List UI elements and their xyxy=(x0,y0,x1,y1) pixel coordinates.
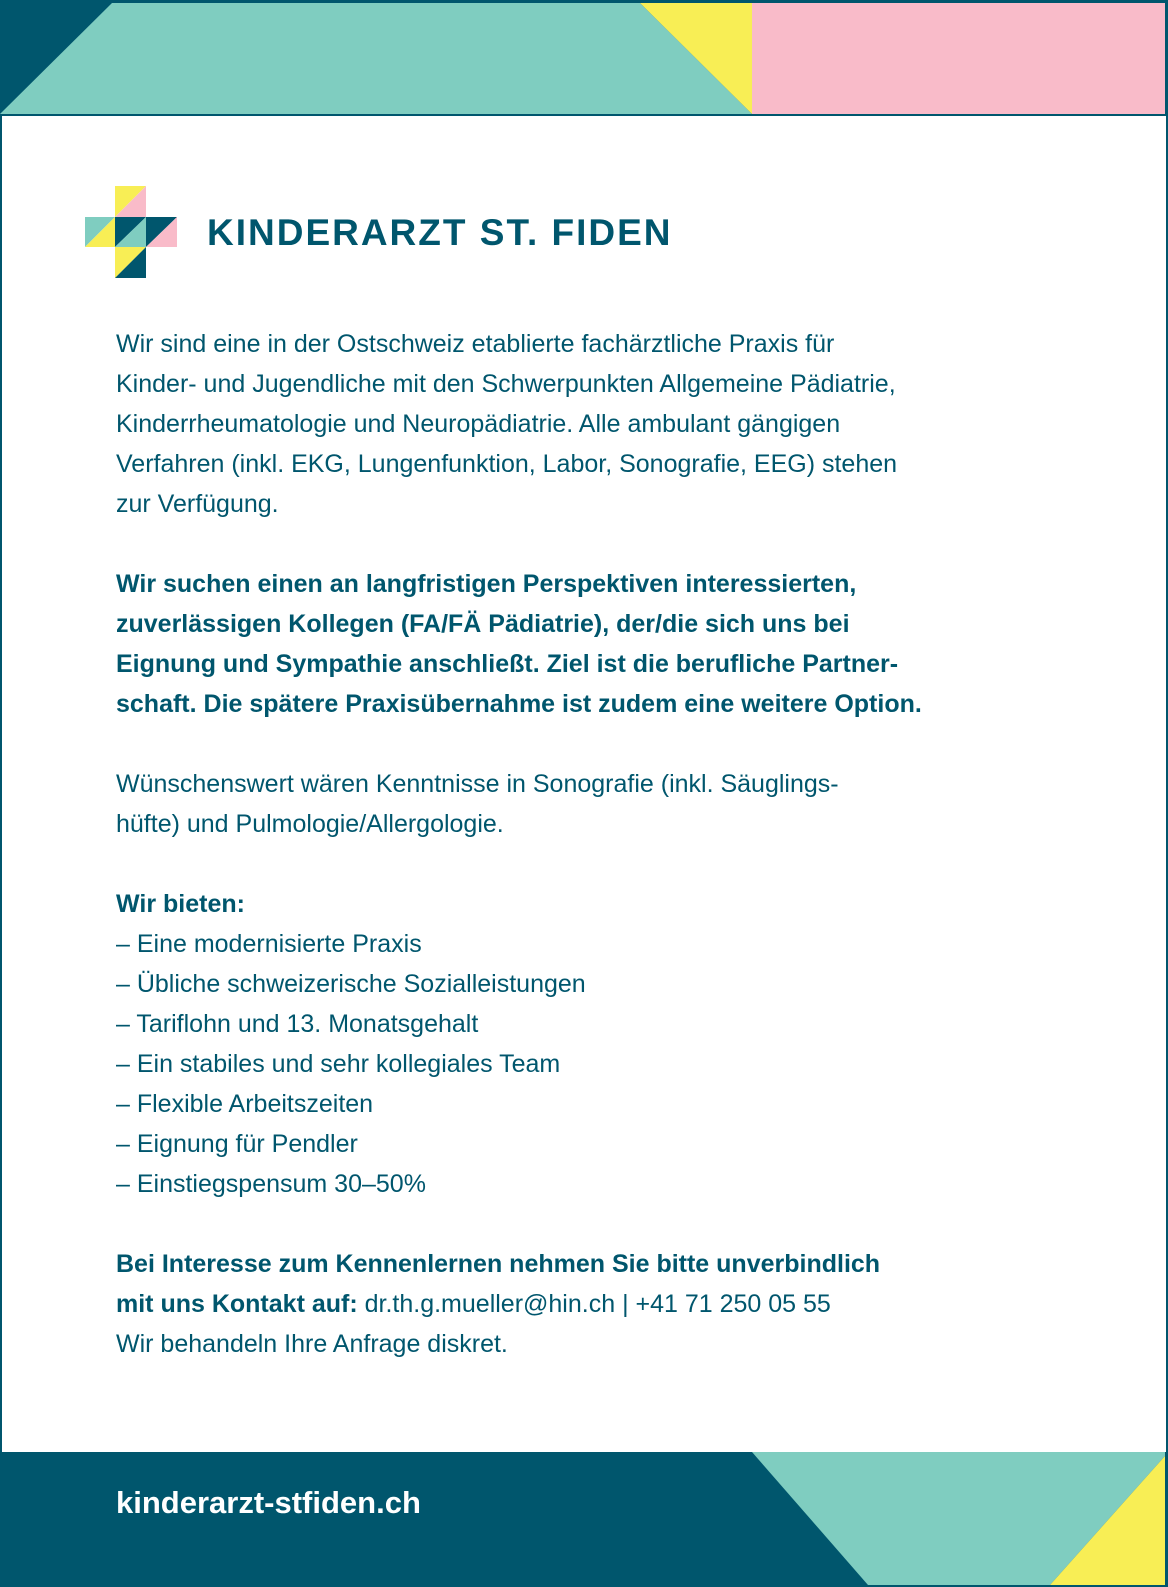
top-banner xyxy=(0,0,1168,116)
website-link[interactable]: kinderarzt-stfiden.ch xyxy=(116,1485,421,1520)
text-line: Eignung und Sympathie anschließt. Ziel ist die berufliche Partner- xyxy=(116,650,899,678)
discretion-note: Wir behandeln Ihre Anfrage diskret. xyxy=(116,1330,508,1358)
list-item: – Eignung für Pendler xyxy=(116,1130,358,1158)
wishes-paragraph xyxy=(116,764,922,844)
text-line: Verfahren (inkl. EKG, Lungenfunktion, Labor, Sonografie, EEG) stehen xyxy=(116,450,898,478)
contact-intro: Bei Interesse zum Kennenlernen nehmen Sie bitte unverbindlich xyxy=(116,1250,881,1278)
list-item: – Einstiegspensum 30–50% xyxy=(116,1170,426,1198)
contact-details[interactable]: dr.th.g.mueller@hin.ch | +41 71 250 05 55 xyxy=(357,1290,831,1318)
offer-section xyxy=(116,884,922,1204)
text-line: hüfte) und Pulmologie/Allergologie. xyxy=(116,810,504,838)
text-line: schaft. Die spätere Praxisübernahme ist zudem eine weitere Option. xyxy=(116,690,922,718)
text-line: Kinderrheumatologie und Neuropädiatrie. Alle ambulant gängigen xyxy=(116,410,841,438)
list-item: – Tariflohn und 13. Monatsgehalt xyxy=(116,1010,479,1038)
cross-icon xyxy=(85,186,177,278)
teal-shape xyxy=(0,3,752,114)
contact-section xyxy=(116,1244,922,1364)
list-item: – Flexible Arbeitszeiten xyxy=(116,1090,374,1118)
list-item: – Eine modernisierte Praxis xyxy=(116,930,422,958)
contact-label: mit uns Kontakt auf: xyxy=(116,1290,358,1318)
ad-body xyxy=(116,324,922,1364)
list-item: – Ein stabiles und sehr kollegiales Team xyxy=(116,1050,561,1078)
text-line: Wünschenswert wären Kenntnisse in Sonografie (inkl. Säuglings- xyxy=(116,770,839,798)
text-line: zur Verfügung. xyxy=(116,490,279,518)
offer-title: Wir bieten: xyxy=(116,890,245,918)
text-line: Wir sind eine in der Ostschweiz etablierte fachärztliche Praxis für xyxy=(116,330,835,358)
intro-paragraph xyxy=(116,324,922,524)
text-line: zuverlässigen Kollegen (FA/FÄ Pädiatrie), der/die sich uns bei xyxy=(116,610,850,638)
text-line: Kinder- und Jugendliche mit den Schwerpunkten Allgemeine Pädiatrie, xyxy=(116,370,896,398)
search-paragraph xyxy=(116,564,922,724)
pink-shape xyxy=(752,3,1165,114)
text-line: Wir suchen einen an langfristigen Perspektiven interessierten, xyxy=(116,570,857,598)
brand-name: KINDERARZT ST. FIDEN xyxy=(207,212,673,253)
list-item: – Übliche schweizerische Sozialleistungen xyxy=(116,970,586,998)
